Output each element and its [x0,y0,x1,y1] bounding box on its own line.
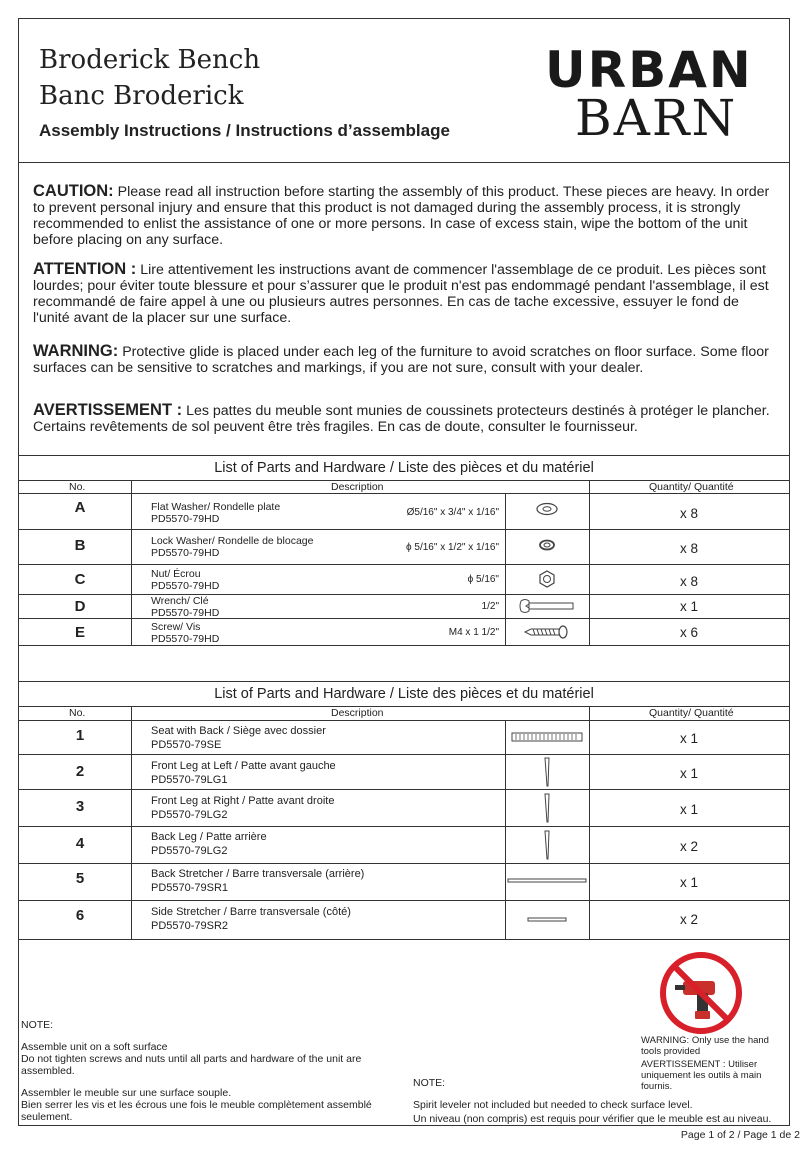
hand-tools-warning [641,1035,781,1092]
warning-notice [33,343,773,376]
part-row-5-desc [151,867,364,895]
divider [19,900,789,901]
hardware-list-title: List of Parts and Hardware / Liste des pièces et du matériel [214,460,594,476]
part-code: PD5570-79LG1 [151,774,228,786]
parts-col-description: Description [331,707,384,719]
part-row-3-qty: x 1 [679,802,698,817]
part-row-2-qty: x 1 [679,766,698,781]
note-line: Un niveau (non compris) est requis pour vérifier que le meuble est au niveau. [413,1113,772,1125]
part-name: Flat Washer/ Rondelle plate [151,501,281,513]
column-divider [131,480,132,646]
leg-icon [505,792,589,824]
parts-col-quantity: Quantity/ Quantité [649,707,734,719]
page-number: Page 1 of 2 / Page 1 de 2 [680,1129,800,1141]
header [19,19,789,163]
caution-label: CAUTION: [33,182,114,200]
part-code: PD5570-79SR1 [151,882,229,894]
leg-icon [505,756,589,788]
part-code: PD5570-79SR2 [151,920,229,932]
leg-icon [505,829,589,861]
hardware-row-b-desc [151,535,313,559]
part-row-1-desc [151,724,326,752]
hardware-row-b-qty: x 8 [679,541,698,556]
part-row-5-qty: x 1 [679,875,698,890]
hardware-row-e-qty: x 6 [679,625,698,640]
divider [19,564,789,565]
part-code: PD5570-79HD [151,513,220,525]
product-title-en: Broderick Bench [39,45,261,75]
hardware-row-d-qty: x 1 [679,599,698,614]
divider [19,826,789,827]
part-name: Side Stretcher / Barre transversale (côté) [151,906,351,918]
part-name: Lock Washer/ Rondelle de blocage [151,535,314,547]
long-stretcher-icon [505,874,589,888]
attention-notice [33,261,773,326]
hardware-row-c-no: C [74,571,86,588]
part-row-1-no: 1 [75,727,85,744]
part-code: PD5570-79LG2 [151,809,228,821]
hardware-col-no: No. [69,481,86,493]
hardware-row-a-desc [151,501,280,525]
part-name: Back Leg / Patte arrière [151,831,267,843]
hardware-row-a-qty: x 8 [679,506,698,521]
note-line: Spirit leveler not included but needed to check surface level. [413,1099,693,1111]
part-code: PD5570-79HD [151,607,220,619]
hardware-row-b-spec: ϕ 5/16" x 1/2" x 1/16" [406,542,499,553]
warning-fr: AVERTISSEMENT : Utiliser uniquement les outils à main fournis. [641,1059,762,1092]
part-row-2-desc [151,759,336,787]
note-label: NOTE: [21,1019,54,1031]
note-line: Assembler le meuble sur une surface souple. [21,1087,232,1099]
attention-text: Lire attentivement les instructions avant de commencer l'assemblage de ce produit. Les pièces sont lourdes; pour éviter toute blessure et pour s’assurer que le produit n'est pas endommagé pendant l'assemblage, il est recommandé de faire appel à une ou plusieurs autres personnes. En cas de tache excessive, essuyer le fond de l'unité avant de la placer sur une surface. [33,262,769,326]
left-note [21,1019,391,1123]
hardware-row-a-no: A [74,499,86,516]
note-line: Bien serrer les vis et les écrous une fois le meuble complètement assemblé seulement. [21,1099,372,1123]
flat-washer-icon [505,497,589,521]
divider [19,645,789,646]
brand-logo-line2: BARN [575,89,738,147]
part-row-1-qty: x 1 [679,731,698,746]
part-row-3-no: 3 [75,798,85,815]
part-row-6-desc [151,905,351,933]
product-title-fr: Banc Broderick [39,81,244,111]
hardware-col-description: Description [331,481,384,493]
part-row-2-no: 2 [75,763,85,780]
divider [19,455,789,456]
avertissement-label: AVERTISSEMENT : [33,401,183,419]
attention-label: ATTENTION : [33,260,137,278]
hardware-row-c-desc [151,568,219,592]
column-divider [131,706,132,940]
caution-text: Please read all instruction before starting the assembly of this product. These pieces are heavy. In order to prevent personal injury and ensure that this product is not damaged during the assembly process, it is strongly recommended to enlist the assistance of one or more persons. In case of excess stain, wipe the bottom of the unit before placing on any surface. [33,184,770,248]
warning-label: WARNING: [33,342,119,360]
screw-icon [505,620,589,644]
right-note-label: NOTE: [413,1077,446,1089]
caution-notice [33,183,773,248]
part-row-5-no: 5 [75,870,85,887]
hardware-row-c-spec: ϕ 5/16" [467,574,499,585]
hardware-row-d-no: D [74,598,86,615]
divider [19,789,789,790]
part-row-4-qty: x 2 [679,839,698,854]
no-power-tools-icon [657,949,745,1037]
wrench-icon [505,595,589,617]
part-row-3-desc [151,794,334,822]
spacer [21,1077,391,1087]
parts-list-title: List of Parts and Hardware / Liste des pièces et du matériel [214,686,594,702]
hardware-col-quantity: Quantity/ Quantité [649,481,734,493]
hardware-row-e-desc [151,621,219,645]
part-name: Screw/ Vis [151,621,201,633]
part-row-4-desc [151,830,267,858]
avertissement-text: Les pattes du meuble sont munies de coussinets protecteurs destinés à protéger le plancher. Certains revêtements de sol peuvent être très fragiles. En cas de doute, consulter le fournisseur. [33,403,770,435]
document-subtitle: Assembly Instructions / Instructions d’assemblage [39,121,450,140]
divider [19,939,789,940]
document-frame [18,18,790,1126]
avertissement-notice [33,402,773,435]
divider [19,681,789,682]
note-line: Assemble unit on a soft surface [21,1041,168,1053]
spirit-leveler-note [413,1099,789,1125]
part-name: Back Stretcher / Barre transversale (arrière) [151,868,365,880]
part-code: PD5570-79LG2 [151,845,228,857]
part-name: Seat with Back / Siège avec dossier [151,725,326,737]
hardware-row-e-spec: M4 x 1 1/2" [448,627,499,638]
part-row-6-no: 6 [75,907,85,924]
divider [19,863,789,864]
parts-col-no: No. [69,707,86,719]
divider [19,720,789,721]
note-line: Do not tighten screws and nuts until all parts and hardware of the unit are assembled. [21,1053,362,1077]
column-divider [589,480,590,646]
part-row-4-no: 4 [75,835,85,852]
hardware-row-d-spec: 1/2" [481,601,499,612]
divider [19,754,789,755]
part-code: PD5570-79HD [151,547,220,559]
part-code: PD5570-79HD [151,580,220,592]
hardware-row-e-no: E [74,624,85,641]
divider [19,493,789,494]
part-row-6-qty: x 2 [679,912,698,927]
brand-logo-line1: URBAN [545,41,753,99]
part-name: Front Leg at Right / Patte avant droite [151,795,335,807]
warning-en: WARNING: Only use the hand tools provided [641,1035,769,1057]
lock-washer-icon [505,533,589,557]
part-code: PD5570-79SE [151,739,222,751]
hardware-row-b-no: B [74,537,86,554]
nut-icon [505,566,589,592]
spacer [21,1031,391,1041]
part-code: PD5570-79HD [151,633,220,645]
divider [19,529,789,530]
hardware-row-c-qty: x 8 [679,574,698,589]
divider [19,594,789,595]
short-stretcher-icon [505,913,589,927]
warning-text: Protective glide is placed under each leg of the furniture to avoid scratches on floor surface. Some floor surfaces can be sensitive to scratches and markings, if you are not sure, consult with your dealer. [33,344,769,376]
part-name: Wrench/ Clé [151,595,209,607]
part-name: Front Leg at Left / Patte avant gauche [151,760,336,772]
part-name: Nut/ Écrou [151,568,201,580]
divider [19,618,789,619]
hardware-row-a-spec: Ø5/16" x 3/4" x 1/16" [406,507,499,518]
seat-icon [505,725,589,749]
hardware-row-d-desc [151,595,219,619]
